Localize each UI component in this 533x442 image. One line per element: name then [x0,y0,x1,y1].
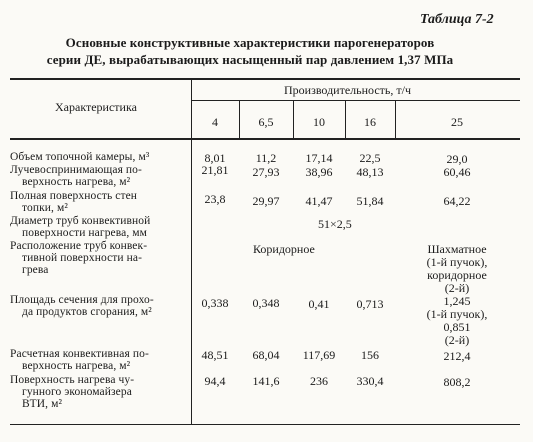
cell-radiant-surface-4: 21,81 [201,163,229,177]
row-label-furnace-volume [10,151,192,163]
note-line: (1-й пучок), [426,255,488,269]
note-line: (2-й) [444,281,470,295]
label-line: верхность нагрева, м² [22,360,131,372]
label-line: Диаметр труб конвективной [10,215,151,227]
cell-furnace-volume-6-5: 11,2 [255,151,277,165]
label-line: гунного экономайзера [22,386,132,398]
header-col-6-5: 6,5 [258,115,274,129]
cell-furnace-volume-4: 8,01 [204,151,226,165]
cell-economizer-surface-10: 236 [310,374,328,388]
cell-radiant-surface-10: 38,96 [305,165,333,179]
cell-wall-surface-4: 23,8 [204,192,226,206]
label-line: грева [22,264,49,276]
header-characteristic: Характеристика [55,100,137,114]
note-line: коридорное [427,268,487,282]
header-col-4: 4 [212,115,218,129]
cell-tube-arrangement-25 [396,243,518,295]
cell-economizer-surface-6-5: 141,6 [252,374,280,388]
label-line: Лучевоспринимающая по- [10,164,142,176]
note-line: (2-й) [444,333,470,347]
label-line: топки, м² [22,202,68,214]
cell-wall-surface-16: 51,84 [356,194,384,208]
label-line: ВТИ, м² [22,398,63,410]
cell-radiant-surface-25: 60,46 [443,165,471,179]
cell-flow-section-4: 0,338 [201,296,229,310]
label-line: да продуктов сгорания, м² [22,306,152,318]
cell-flow-section-16: 0,713 [356,297,384,311]
label-line: верхность нагрева, м² [22,176,131,188]
cell-furnace-volume-16: 22,5 [359,151,381,165]
cell-wall-surface-6-5: 29,97 [252,194,280,208]
row-label-tube-arrangement [10,240,192,276]
cell-economizer-surface-25: 808,2 [443,375,471,389]
caption-line-2: серии ДЕ, вырабатывающих насыщенный пар давлением 1,37 МПа [46,52,454,67]
header-col-25: 25 [451,115,463,129]
label-line: Расположение труб конвек- [10,240,148,252]
note-line: Шахматное [427,242,487,256]
subheader-rule [192,100,520,101]
cell-flow-section-25 [396,295,518,347]
table-caption [10,34,490,68]
cell-wall-surface-25: 64,22 [443,194,471,208]
cell-flow-section-10: 0,41 [308,297,330,311]
label-line: Площадь сечения для прохо- [10,294,154,306]
cell-economizer-surface-4: 94,4 [204,374,226,388]
caption-line-1: Основные конструктивные характеристики парогенераторов [65,35,435,50]
label-line: Расчетная конвективная по- [10,348,149,360]
table-top-rule [10,78,520,80]
label-line: поверхности нагрева, мм [22,227,148,239]
label-line: тивной поверхности на- [22,252,143,264]
cell-wall-surface-10: 41,47 [305,194,333,208]
cell-convective-surface-25: 212,4 [443,349,471,363]
cell-economizer-surface-16: 330,4 [356,374,384,388]
header-bottom-rule [10,138,520,140]
cell-convective-surface-10: 117,69 [302,348,336,362]
cell-flow-section-6-5: 0,348 [252,296,280,310]
note-line: (1-й пучок), [426,307,488,321]
cell-convective-surface-4: 48,51 [201,348,229,362]
note-line: 0,851 [443,320,471,334]
header-productivity: Производительность, т/ч [284,83,412,97]
row-label-economizer-surface [10,374,192,410]
row-label-tube-diameter [10,215,192,239]
row-label-convective-surface [10,348,192,372]
header-col-16: 16 [364,115,376,129]
cell-radiant-surface-6-5: 27,93 [252,165,280,179]
row-label-radiant-surface [10,164,192,188]
header-col-10: 10 [313,115,325,129]
note-line: 1,245 [443,294,471,308]
cell-tube-arrangement-corridor: Коридорное [253,242,315,256]
cell-furnace-volume-10: 17,14 [305,151,333,165]
cell-tube-diameter-all: 51×2,5 [318,217,352,231]
cell-furnace-volume-25: 29,0 [446,152,468,166]
row-label-wall-surface [10,190,192,214]
cell-radiant-surface-16: 48,13 [356,165,384,179]
label-line: Объем топочной камеры, м³ [10,151,150,163]
table-number: Таблица 7-2 [420,12,494,27]
table-bottom-rule [10,424,520,425]
cell-convective-surface-16: 156 [361,348,379,362]
label-line: Полная поверхность стен [10,190,138,202]
row-label-flow-section [10,294,192,318]
label-line: Поверхность нагрева чу- [10,374,135,386]
cell-convective-surface-6-5: 68,04 [252,348,280,362]
